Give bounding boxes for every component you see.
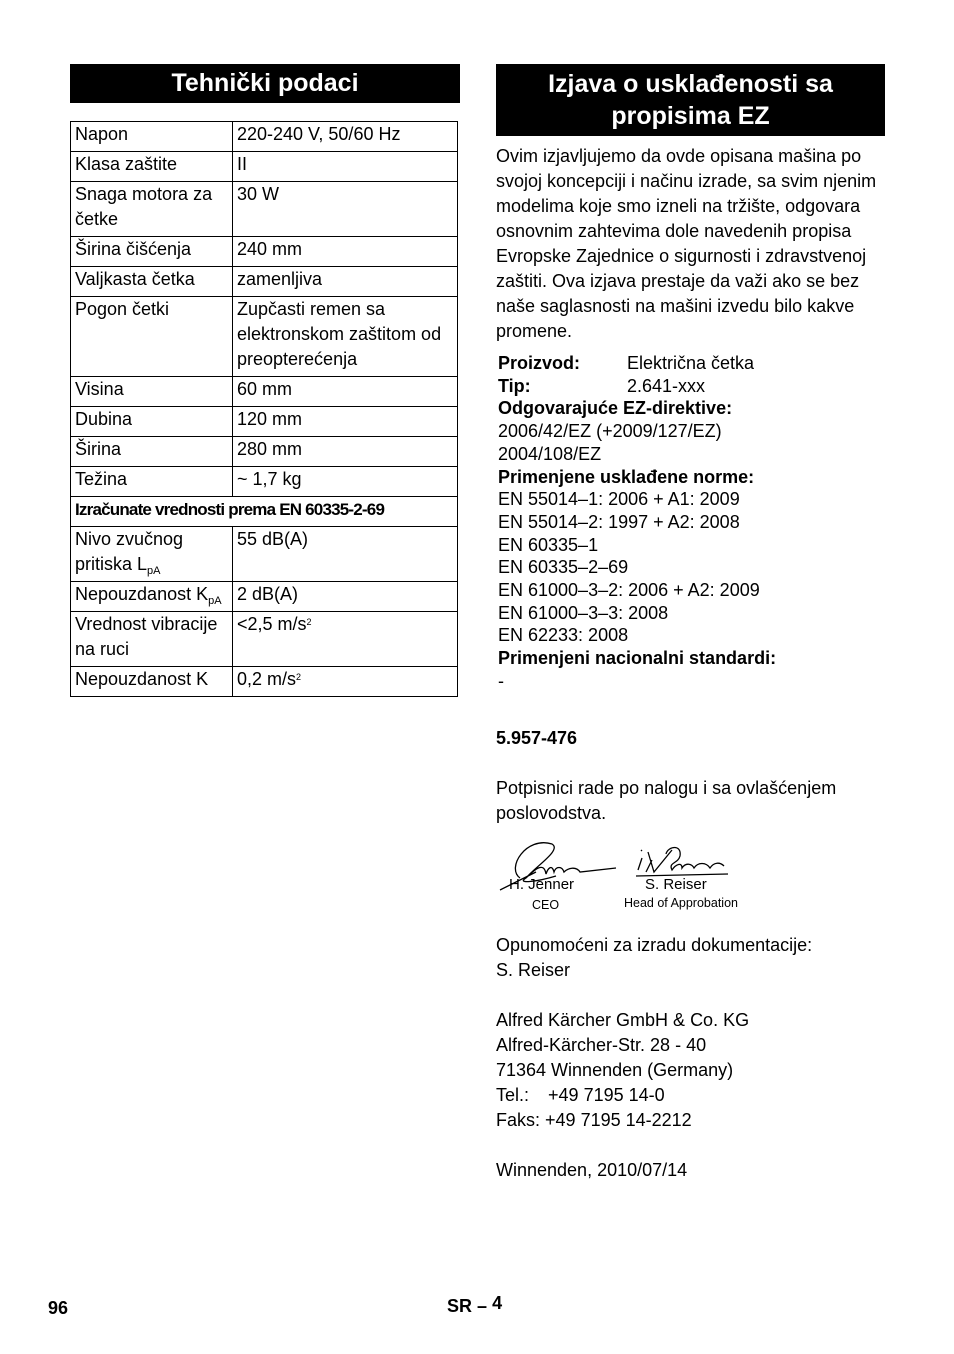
spec-value-text: 280 mm	[237, 439, 303, 459]
declaration-heading-line2: propisima EZ	[611, 102, 770, 130]
spec-row	[71, 182, 458, 237]
spec-key	[71, 122, 233, 152]
signature-block	[496, 838, 885, 933]
spec-value-text: 60 mm	[237, 379, 293, 399]
spec-row	[71, 377, 458, 407]
spec-key-text: Širina	[75, 439, 122, 459]
company-name: Alfred Kärcher GmbH & Co. KG	[496, 1009, 750, 1030]
spec-key-text: Dubina	[75, 409, 133, 429]
spec-key-text: Napon	[75, 124, 129, 144]
spec-key-text: Snaga motora za četke	[75, 184, 213, 229]
technical-data-heading: Tehnički podaci	[70, 64, 460, 103]
spec-value	[233, 667, 458, 697]
spec-row	[71, 467, 458, 497]
spec-key	[71, 467, 233, 497]
spec-value	[233, 527, 458, 582]
company-fax	[496, 1108, 885, 1133]
authorized-name: S. Reiser	[496, 959, 571, 980]
spec-value	[233, 122, 458, 152]
spec-row	[71, 527, 458, 582]
spec-value	[233, 377, 458, 407]
spec-table	[70, 121, 458, 697]
spec-value-text: zamenljiva	[237, 269, 323, 289]
signature-name: H. Jenner	[509, 875, 575, 893]
spec-key-text: Nivo zvučnog pritiska L	[75, 529, 184, 574]
declaration-intro: Ovim izjavljujemo da ovde opisana mašina po svojoj koncepciji i načinu izrade, sa svim njenim modelima koje smo izneli na tržište, odgovara osnovnim zahtevima dole navedenih propisa Evropske Zajednice o sigurnosti i zdravstvenoj zaštiti. Ova izjava prestaje da važi ako se bez naše saglasnosti na mašini izvedu bilo kakve promene.	[496, 146, 877, 341]
company-city: 71364 Winnenden (Germany)	[496, 1059, 734, 1080]
declaration-details	[496, 352, 885, 693]
spec-key-text: Težina	[75, 469, 128, 489]
directive-item: 2004/108/EZ	[498, 443, 602, 464]
norm-item: EN 60335–1	[498, 534, 599, 555]
spec-value-text: <2,5 m/s	[237, 614, 307, 634]
type-label: Tip:	[498, 375, 531, 396]
spec-key	[71, 437, 233, 467]
product-label: Proizvod:	[498, 353, 581, 373]
spec-value	[233, 437, 458, 467]
norm-item: EN 60335–2–69	[498, 557, 629, 578]
spec-value	[233, 612, 458, 667]
footer-lang: SR	[447, 1296, 473, 1316]
spec-value	[233, 237, 458, 267]
spec-value-text: 2 dB(A)	[237, 584, 299, 604]
spec-key	[71, 152, 233, 182]
spec-key-text: Pogon četki	[75, 299, 170, 319]
spec-key-text: Nepouzdanost K	[75, 669, 209, 689]
norm-item: EN 62233: 2008	[498, 625, 629, 646]
declaration-heading-line1: Izjava o usklađenosti sa	[548, 70, 833, 98]
company-phone	[496, 1083, 885, 1108]
footer-section-page: 4	[492, 1293, 503, 1313]
spec-value-text: 30 W	[237, 184, 280, 204]
spec-value-text: ~ 1,7 kg	[237, 469, 302, 489]
spec-value	[233, 467, 458, 497]
signers-text: Potpisnici rade po nalogu i sa ovlašćenjem poslovodstva.	[496, 777, 837, 823]
authorized-label: Opunomoćeni za izradu dokumentacije:	[496, 934, 813, 955]
spec-value-text: 120 mm	[237, 409, 303, 429]
spec-value-text: 55 dB(A)	[237, 529, 309, 549]
spec-section-row	[71, 497, 458, 527]
spec-key-text: Nepouzdanost K	[75, 584, 209, 604]
footer-section-marker	[447, 1293, 503, 1317]
signature-name: S. Reiser	[645, 875, 707, 893]
company-street: Alfred-Kärcher-Str. 28 - 40	[496, 1034, 707, 1055]
fax-value: +49 7195 14-2212	[545, 1109, 692, 1130]
spec-value-text: II	[237, 154, 248, 174]
document-code: 5.957-476	[496, 727, 578, 748]
spec-value-superscript: 2	[306, 617, 312, 627]
place-date: Winnenden, 2010/07/14	[496, 1159, 688, 1180]
spec-key-text: Visina	[75, 379, 124, 399]
spec-value-superscript: 2	[296, 672, 302, 682]
spec-key	[71, 667, 233, 697]
spec-value	[233, 582, 458, 612]
spec-value-text: 0,2 m/s	[237, 669, 297, 689]
spec-value-text: Zupčasti remen sa elektronskom zaštitom od preopterećenja	[237, 299, 442, 369]
spec-row	[71, 152, 458, 182]
spec-key	[71, 237, 233, 267]
spec-row	[71, 437, 458, 467]
spec-key	[71, 527, 233, 582]
spec-row	[71, 612, 458, 667]
spec-key	[71, 377, 233, 407]
product-row	[498, 352, 885, 375]
declaration-section	[496, 64, 885, 1183]
spec-row	[71, 122, 458, 152]
directives-label: Odgovarajuće EZ-direktive:	[498, 398, 733, 419]
spec-value-text: 220-240 V, 50/60 Hz	[237, 124, 401, 144]
spec-key-text: Vrednost vibracije na ruci	[75, 614, 218, 659]
spec-row	[71, 297, 458, 377]
footer-dash: –	[477, 1296, 488, 1316]
norm-item: EN 61000–3–2: 2006 + A2: 2009	[498, 580, 760, 601]
signature-role: CEO	[532, 897, 560, 912]
spec-key-subscript: pA	[208, 595, 222, 607]
declaration-heading	[496, 64, 885, 136]
spec-key-subscript: pA	[147, 565, 161, 577]
spec-key	[71, 582, 233, 612]
spec-row	[71, 582, 458, 612]
spec-value-text: 240 mm	[237, 239, 303, 259]
spec-value	[233, 267, 458, 297]
norm-item: EN 61000–3–3: 2008	[498, 602, 669, 623]
spec-key	[71, 267, 233, 297]
signature-role: Head of Approbation	[624, 895, 738, 910]
spec-section-label: Izračunate vrednosti prema EN 60335-2-69	[71, 497, 458, 527]
spec-key	[71, 182, 233, 237]
norm-item: EN 55014–1: 2006 + A1: 2009	[498, 489, 740, 510]
spec-key	[71, 612, 233, 667]
spec-row	[71, 267, 458, 297]
spec-row	[71, 237, 458, 267]
directive-item: 2006/42/EZ (+2009/127/EZ)	[498, 421, 722, 442]
spec-row	[71, 667, 458, 697]
phone-value: +49 7195 14-0	[548, 1084, 665, 1105]
national-standards-value: -	[498, 670, 504, 691]
spec-key-text: Klasa zaštite	[75, 154, 178, 174]
technical-data-section	[70, 64, 460, 697]
spec-key-text: Širina čišćenja	[75, 239, 192, 259]
spec-key	[71, 407, 233, 437]
type-row	[498, 375, 885, 398]
spec-value	[233, 152, 458, 182]
national-standards-label: Primenjeni nacionalni standardi:	[498, 648, 777, 669]
spec-value	[233, 297, 458, 377]
norm-item: EN 55014–2: 1997 + A2: 2008	[498, 511, 740, 532]
product-value: Električna četka	[627, 353, 755, 373]
spec-key-text: Valjkasta četka	[75, 269, 195, 289]
type-value: 2.641-xxx	[627, 375, 706, 396]
phone-label: Tel.:	[496, 1084, 530, 1105]
spec-value	[233, 407, 458, 437]
spec-row	[71, 407, 458, 437]
fax-label: Faks:	[496, 1109, 541, 1130]
page-number: 96	[48, 1298, 69, 1318]
spec-value	[233, 182, 458, 237]
spec-key	[71, 297, 233, 377]
norms-label: Primenjene usklađene norme:	[498, 466, 755, 487]
